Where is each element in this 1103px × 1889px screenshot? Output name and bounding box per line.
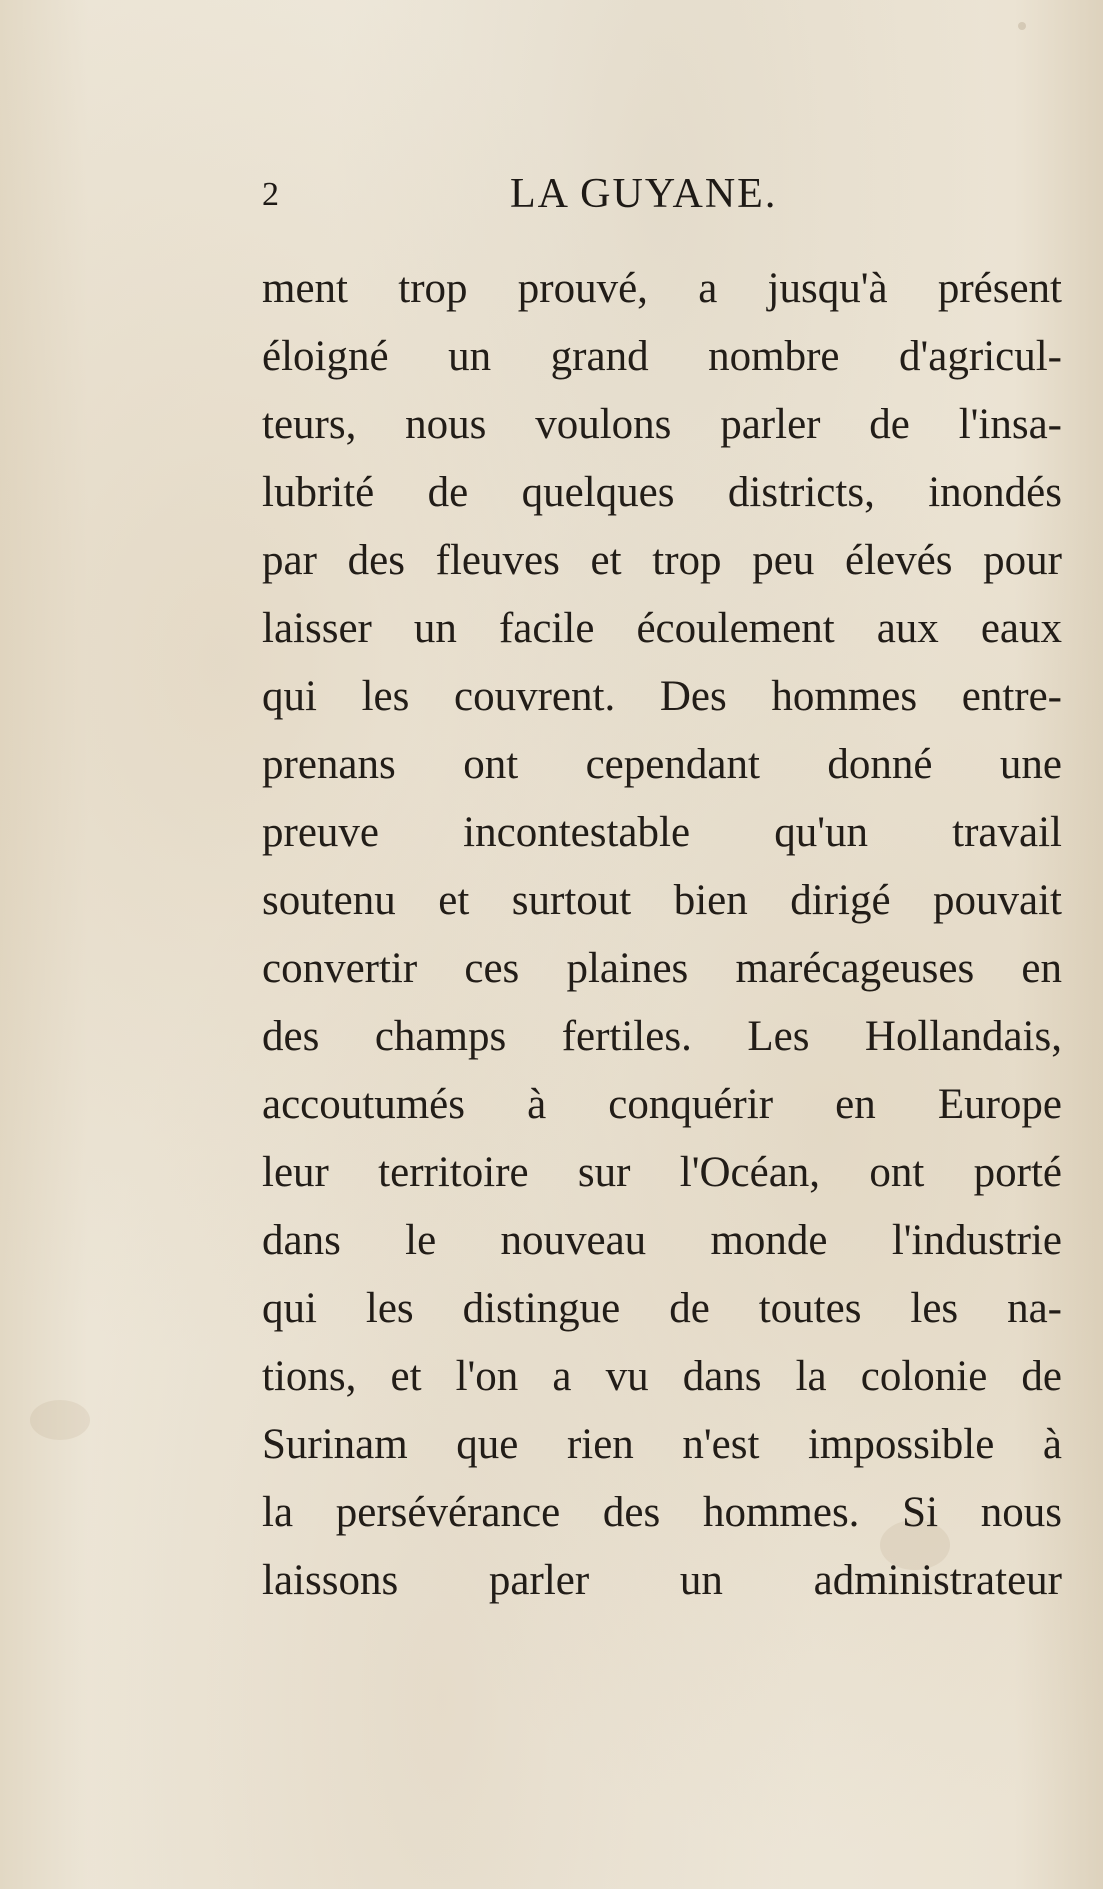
text-line: laisser un facile écoulement aux eaux <box>262 605 1062 652</box>
paper-stain <box>30 1400 90 1440</box>
paper-stain <box>1018 22 1026 30</box>
text-line: éloigné un grand nombre d'agricul- <box>262 333 1062 380</box>
text-line: qui les distingue de toutes les na- <box>262 1285 1062 1332</box>
text-line: soutenu et surtout bien dirigé pouvait <box>262 877 1062 924</box>
text-line: ment trop prouvé, a jusqu'à présent <box>262 265 1062 312</box>
text-line: convertir ces plaines marécageuses en <box>262 945 1062 992</box>
page-number: 2 <box>262 176 279 213</box>
text-line: leur territoire sur l'Océan, ont porté <box>262 1149 1062 1196</box>
text-line: prenans ont cependant donné une <box>262 741 1062 788</box>
text-line: accoutumés à conquérir en Europe <box>262 1081 1062 1128</box>
body-text <box>262 255 1062 1615</box>
text-line: des champs fertiles. Les Hollandais, <box>262 1013 1062 1060</box>
text-line: laissons parler un administrateur <box>262 1557 1062 1604</box>
text-line: tions, et l'on a vu dans la colonie de <box>262 1353 1062 1400</box>
running-title: LA GUYANE. <box>510 171 778 217</box>
text-line: teurs, nous voulons parler de l'insa- <box>262 401 1062 448</box>
text-line: par des fleuves et trop peu élevés pour <box>262 537 1062 584</box>
text-line: la persévérance des hommes. Si nous <box>262 1489 1062 1536</box>
text-line: preuve incontestable qu'un travail <box>262 809 1062 856</box>
text-line: dans le nouveau monde l'industrie <box>262 1217 1062 1264</box>
text-line: qui les couvrent. Des hommes entre- <box>262 673 1062 720</box>
text-line: lubrité de quelques districts, inondés <box>262 469 1062 516</box>
text-line: Surinam que rien n'est impossible à <box>262 1421 1062 1468</box>
page-header <box>262 170 822 230</box>
